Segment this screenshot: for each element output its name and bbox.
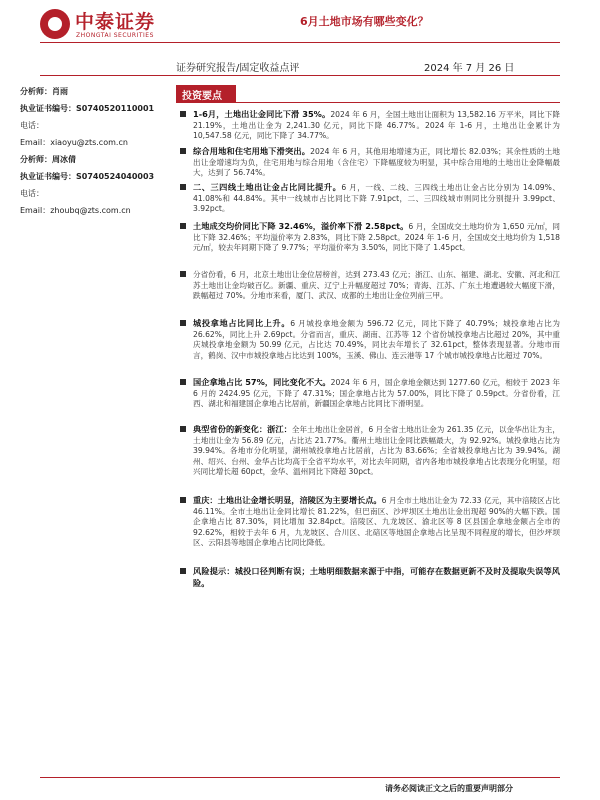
bullet-item <box>180 182 560 215</box>
bullet-item <box>180 424 560 478</box>
bullet-text: 6 月，全国成交土地均价为 1,650 元/㎡，同比下降 32.46%；平均溢价率为 2.83%，同比下降 2.58pct。2024 年 1-6 月，全国成交土地均价为 1,518 元/㎡，较去年同期下降了 9.77%；平均溢价率为 3.50%，同比下降了 1.45pct。 <box>193 222 560 253</box>
bullet-item <box>180 495 560 549</box>
bullet-item <box>180 221 560 254</box>
cert-label: 执业证书编号： <box>20 104 76 113</box>
bullet-highlight: 风险提示：城投口径判断有误；土地明细数据来源于中指，可能存在数据更新不及时及提取失误等风险。 <box>193 566 560 588</box>
analyst-name: 肖雨 <box>52 87 68 96</box>
bullet-square-icon <box>180 320 186 326</box>
bullet-item <box>180 109 560 142</box>
bullet-square-icon <box>180 148 186 154</box>
report-type: 证券研究报告/固定收益点评 <box>176 63 300 74</box>
bullet-highlight: 1-6月，土地出让金同比下滑 35%。 <box>193 109 331 119</box>
bullet-square-icon <box>180 184 186 190</box>
bullet-text: 分省份看，6 月，北京土地出让金位居榜首，达到 273.43 亿元；浙江、山东、福建、湖北、安徽、河北和江苏土地出让金均破百亿。新疆、重庆、辽宁上升幅度超过 70%；青海、江苏、广东土地遭遇较大幅度下滑，跌幅超过 70%。分地市来看，厦门、武汉、成都的土地出让金位列前三甲。 <box>193 270 560 301</box>
bullet-item <box>180 146 560 179</box>
cert-label: 执业证书编号： <box>20 172 76 181</box>
header-divider <box>40 42 560 43</box>
bullet-square-icon <box>180 497 186 503</box>
bullet-highlight: 典型省份的新变化：浙江： <box>193 424 292 434</box>
email-value[interactable]: xiaoyu@zts.com.cn <box>50 138 128 147</box>
document-title: 6月土地市场有哪些变化？ <box>300 15 429 28</box>
analyst-label: 分析师： <box>20 87 52 96</box>
analyst-label: 分析师： <box>20 155 52 164</box>
logo-emblem-icon <box>40 9 70 39</box>
bullet-square-icon <box>180 426 186 432</box>
bullet-highlight: 国企拿地占比 57%，同比变化不大。 <box>193 377 331 387</box>
bullet-square-icon <box>180 568 186 574</box>
section-title: 投资要点 <box>182 91 222 102</box>
email-label: Email： <box>20 206 51 215</box>
bullet-text: 全年土地出让金居首，6 月全省土地出让金为 261.35 亿元，以金华出让为主，土地出让金为 56.89 亿元，占比达 21.77%。衢州土地出让金同比跌幅最大，为 92.92%。城投拿地占比为 39.94%。各地市分化明显，湖州城投拿地占比居前，占比为 83.66%；全省城投拿地占比为 39.94%。湖州、绍兴、台州、金华占比均高于全省平均水平，对比去年同期，省内各地市城投拿地占比表现分化明显，绍兴同比增长超 60pct，金华、温州同比下降超 30pct。 <box>193 425 560 477</box>
cert-number: S0740520110001 <box>76 104 155 113</box>
bullet-item <box>180 269 560 302</box>
bullet-square-icon <box>180 379 186 385</box>
bullet-highlight: 综合用地和住宅用地下滑突出。 <box>193 146 311 156</box>
subheader-divider <box>40 75 560 76</box>
bullet-text: 6 月全市土地出让金为 72.33 亿元，其中涪陵区占比 46.11%。全市土地出让金同比增长 81.22%，但巴南区、沙坪坝区土地出让金出现超 90%的大幅下跌。国企拿地占比 87.30%，同比增加 32.84pct。涪陵区、九龙坡区、渝北区等 8 区县国企拿地金额占全市的 92.62%，相较于去年 6 月，九龙坡区、合川区、北碚区等地国企拿地占比呈现不同程度的增长，但沙坪坝区、云阳县等地国企拿地占比同比降低。 <box>193 496 560 548</box>
bullet-square-icon <box>180 223 186 229</box>
phone-label: 电话： <box>20 121 44 130</box>
bullet-highlight: 城投拿地占比同比上升。 <box>193 318 291 328</box>
footer-divider <box>40 777 560 778</box>
bullet-text: 6 月城投拿地金额为 596.72 亿元，同比下降了 40.79%；城投拿地占比为 26.62%，同比上升 2.69pct。分省而言，重庆、湖南、江苏等 12 个省份城投拿地占比超过 20%，其中重庆城投拿地金额为 50.99 亿元，占比达 70.49%，同比去年增长了 32.61pct，整体表现显著。分地市而言，鹤岗、汉中市城投拿地占比达到 100%，玉溪、佛山、连云港等 17 个城市城投拿地占比超过 70%。 <box>193 319 560 360</box>
analyst-block <box>20 151 165 219</box>
bullet-item <box>180 377 560 410</box>
risk-warning <box>180 566 560 589</box>
email-value[interactable]: zhoubq@zts.com.cn <box>50 206 131 215</box>
analyst-name: 周冰倩 <box>52 155 76 164</box>
company-logo <box>40 7 185 45</box>
analyst-sidebar <box>20 83 165 219</box>
footer-disclaimer: 请务必阅读正文之后的重要声明部分 <box>385 784 513 793</box>
logo-text-en: ZHONGTAI SECURITIES <box>76 32 154 39</box>
logo-text-cn: 中泰证券 <box>75 11 156 33</box>
bullet-text: 2024 年 6 月，国企拿地金额达到 1277.60 亿元，相较于 2023 年 6 月的 2424.95 亿元，下降了 47.31%；国企拿地占比为 57.00%，同比下降了 0.59pct。分省份看，江西、湖北和福建国企拿地占比居前，新疆国企拿地占比同比下滑明显。 <box>193 378 560 409</box>
phone-label: 电话： <box>20 189 44 198</box>
section-underline <box>176 102 560 103</box>
report-date: 2024 年 7 月 26 日 <box>424 63 515 74</box>
bullet-square-icon <box>180 111 186 117</box>
cert-number: S0740524040003 <box>76 172 155 181</box>
bullet-highlight: 重庆：土地出让金增长明显，涪陵区为主要增长点。 <box>193 495 382 505</box>
email-label: Email： <box>20 138 51 147</box>
bullet-text: 2024 年 6 月，全国土地出让面积为 13,582.16 万平米，同比下降 21.19%，土地出让金为 2,241.30 亿元，同比下降 46.77%。2024 年 1-6 月，土地出让金累计为 10,547.58 亿元，同比下降了 34.77%。 <box>193 110 560 141</box>
bullet-square-icon <box>180 271 186 277</box>
section-header <box>176 85 560 103</box>
bullet-highlight: 二、三四线土地出让金占比同比提升。 <box>193 182 342 192</box>
analyst-block <box>20 83 165 151</box>
bullet-highlight: 土地成交均价同比下降 32.46%，溢价率下滑 2.58pct。 <box>193 221 409 231</box>
bullet-text: 6 月，一线、二线、三四线土地出让金占比分别为 14.09%、41.08%和 44.84%。其中一线城市占比同比下降 7.91pct，二、三四线城市则同比分别提升 3.99pct、3.92pct。 <box>193 183 560 214</box>
bullet-item <box>180 318 560 361</box>
bullet-text: 2024 年 6 月，其他用地增速为正，同比增长 82.03%；其余性质的土地出让金增速均为负，住宅用地与综合用地（含住宅）下降幅度较为明显，其中综合用地的土地出让金降幅最大，达到了 56.74%。 <box>193 147 560 178</box>
